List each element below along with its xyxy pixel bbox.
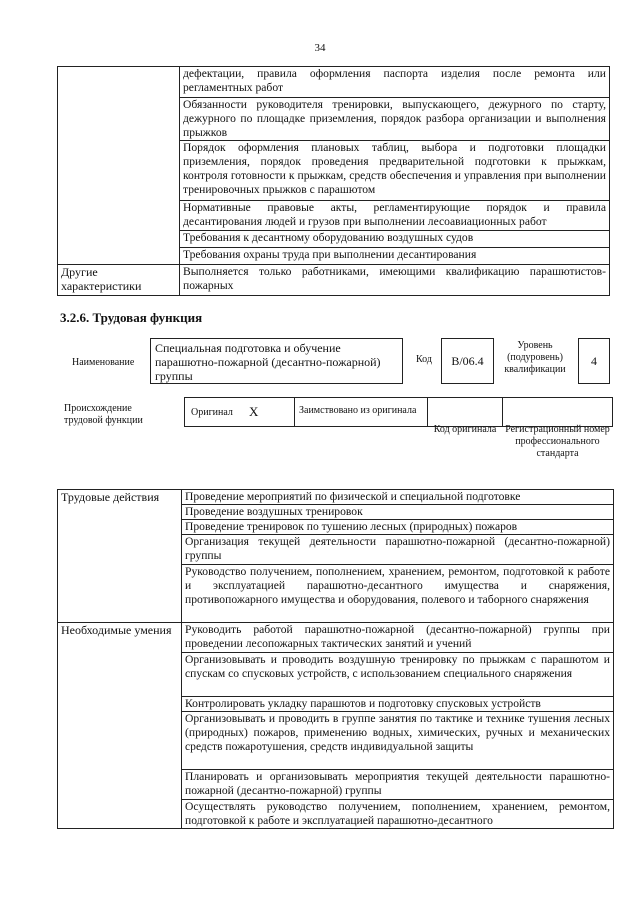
function-code: B/06.4 <box>451 354 484 368</box>
function-code-box <box>441 338 494 384</box>
table-row: Планировать и организовывать мероприятия текущей деятельности парашютно-пожарной (десантно-пожарной) группы <box>182 770 614 800</box>
table-row: Проведение мероприятий по физической и специальной подготовке <box>182 490 614 505</box>
level-box <box>578 338 610 384</box>
level-value: 4 <box>591 354 597 368</box>
table-row: Порядок оформления плановых таблиц, выбора и подготовки площадки приземления, порядок проведения предварительной подготовки к прыжкам, контроля готовности к прыжкам, средств обеспечения и управления при выполнении тренировочных прыжков с парашютом <box>180 141 610 201</box>
borrowed-box <box>294 397 428 427</box>
registration-number-box <box>502 397 613 427</box>
code-label: Код <box>416 354 432 365</box>
name-label: Наименование <box>72 357 135 368</box>
table-row: Руководить работой парашютно-пожарной (десантно-пожарной) группы при проведении лесопожарных тактических занятий и учений <box>182 623 614 653</box>
function-name: Специальная подготовка и обучение парашютно-пожарной (десантно-пожарной) группы <box>155 341 381 383</box>
borrowed-label: Заимствовано из оригинала <box>299 405 417 416</box>
original-box <box>184 397 295 427</box>
level-label: Уровень (подуровень) квалификации <box>504 340 566 375</box>
table-row: Обязанности руководителя тренировки, выпускающего, дежурного по старту, дежурного по площадке приземления, порядок разбора организации и выполнения прыжков <box>180 98 610 141</box>
code-caption: Код оригинала <box>433 424 497 435</box>
table-row: дефектации, правила оформления паспорта изделия после ремонта или регламентных работ <box>180 67 610 98</box>
knowledge-table-continued <box>57 66 610 296</box>
actions-label: Трудовые действия <box>58 490 182 623</box>
table-cell-empty <box>58 67 180 265</box>
original-code-box <box>427 397 503 427</box>
section-heading: 3.2.6. Трудовая функция <box>60 310 203 325</box>
table-row: Требования к десантному оборудованию воздушных судов <box>180 231 610 248</box>
function-details-table <box>57 489 614 829</box>
original-mark: X <box>249 404 259 419</box>
skills-label: Необходимые умения <box>58 623 182 829</box>
table-row: Руководство получением, пополнением, хранением, ремонтом, подготовкой к работе и эксплуатацией парашютно-десантного имущества и снаряжения, противопожарного имущества и оборудования, полевого и таборного снаряжения <box>182 565 614 623</box>
table-row: Проведение тренировок по тушению лесных (природных) пожаров <box>182 520 614 535</box>
registration-caption: Регистрационный номер профессионального стандарта <box>505 424 610 459</box>
page-number: 34 <box>314 42 326 54</box>
table-row: Осуществлять руководство получением, пополнением, хранением, ремонтом, подготовкой к работе и эксплуатацией парашютно-десантного <box>182 800 614 829</box>
origin-label: Происхождение трудовой функции <box>64 403 143 426</box>
table-row: Проведение воздушных тренировок <box>182 505 614 520</box>
original-label: Оригинал <box>191 407 233 418</box>
table-row: Организовывать и проводить в группе занятия по тактике и технике тушения лесных (природных) пожаров, применению водных, химических, ручных и механических средств пожаротушения, средств индивидуальной защиты <box>182 712 614 770</box>
other-characteristics-label: Другие характеристики <box>58 265 180 296</box>
table-row: Организовывать и проводить воздушную тренировку по прыжкам с парашютом и спускам со спусковых устройств, с использованием специального снаряжения <box>182 653 614 697</box>
table-row: Организация текущей деятельности парашютно-пожарной (десантно-пожарной) группы <box>182 535 614 565</box>
table-row: Требования охраны труда при выполнении десантирования <box>180 248 610 265</box>
table-row: Нормативные правовые акты, регламентирующие порядок и правила десантирования людей и грузов при выполнении лесоавиационных работ <box>180 201 610 231</box>
function-name-box <box>150 338 403 384</box>
table-row: Контролировать укладку парашютов и подготовку спусковых устройств <box>182 697 614 712</box>
other-characteristics-text: Выполняется только работниками, имеющими квалификацию парашютистов-пожарных <box>180 265 610 296</box>
